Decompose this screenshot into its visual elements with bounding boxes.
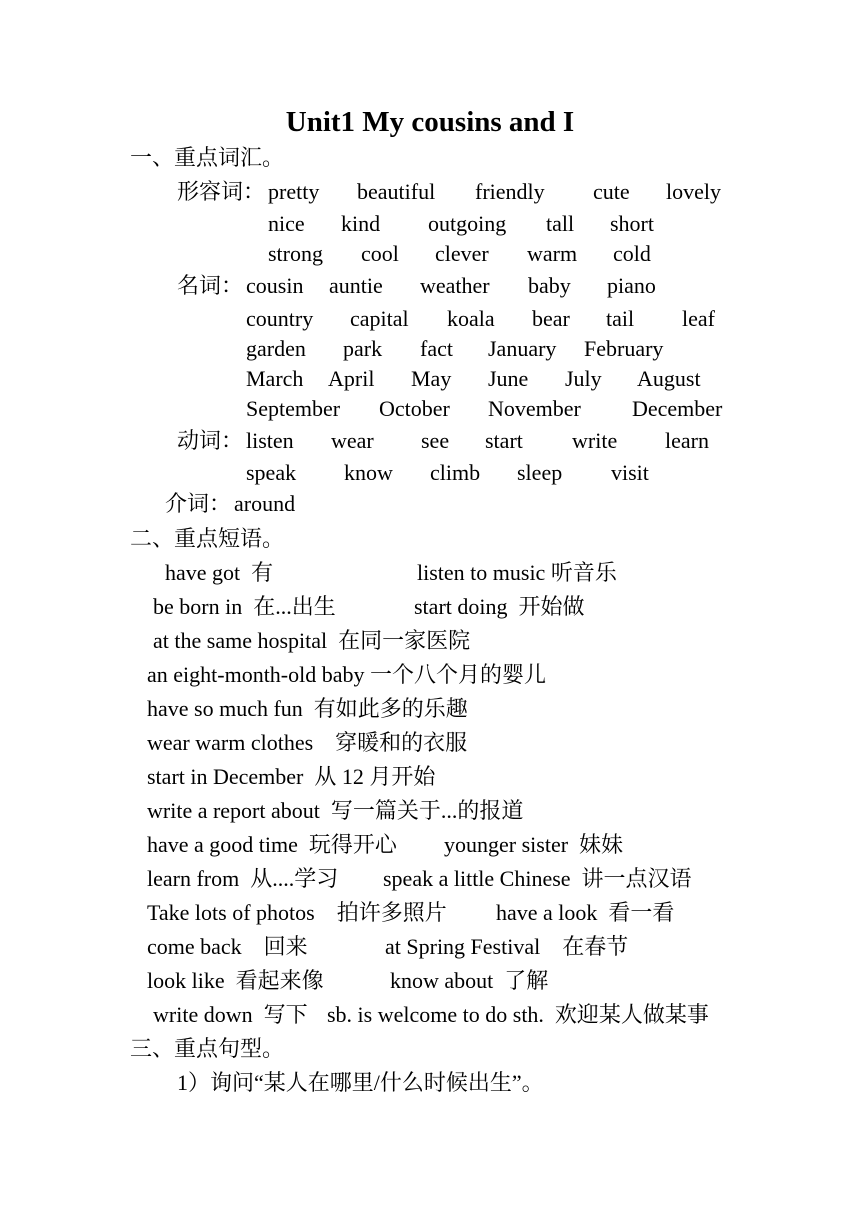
vocab-word: tall [546, 211, 575, 236]
vocab-word: listen [246, 428, 294, 453]
vocab-word: wear [331, 428, 374, 453]
phrase: know about 了解 [390, 968, 549, 993]
vocab-word: December [632, 396, 723, 421]
phrase: start in December 从 12 月开始 [147, 764, 436, 789]
phrase: look like 看起来像 [147, 968, 324, 993]
vocab-word: warm [527, 241, 578, 266]
vocab-word: August [637, 366, 701, 391]
vocab-word: leaf [682, 306, 715, 331]
phrase: have a good time 玩得开心 [147, 832, 397, 857]
vocab-word: January [488, 336, 557, 361]
vocab-word: country [246, 306, 314, 331]
vocab-word: September [246, 396, 341, 421]
phrase: start doing 开始做 [414, 594, 585, 619]
vocab-word: baby [528, 273, 571, 298]
section-heading-vocabulary: 一、重点词汇。 [130, 145, 285, 170]
vocab-word: fact [420, 336, 453, 361]
adjectives-label: 形容词： [177, 179, 266, 204]
vocab-word: bear [532, 306, 570, 331]
vocab-word: around [234, 491, 296, 516]
vocab-word: nice [268, 211, 305, 236]
phrase: speak a little Chinese 讲一点汉语 [383, 866, 692, 891]
section-heading-sentences: 三、重点句型。 [130, 1036, 285, 1061]
vocab-word: learn [665, 428, 709, 453]
vocab-word: February [584, 336, 664, 361]
phrase: Take lots of photos 拍许多照片 [147, 900, 447, 925]
phrase: an eight-month-old baby 一个八个月的婴儿 [147, 662, 547, 687]
vocab-word: tail [606, 306, 635, 331]
vocab-word: visit [611, 460, 649, 485]
vocab-word: park [343, 336, 383, 361]
phrase: at Spring Festival 在春节 [385, 934, 629, 959]
vocab-word: June [488, 366, 529, 391]
vocab-word: weather [420, 273, 490, 298]
vocab-word: garden [246, 336, 306, 361]
phrase: learn from 从....学习 [147, 866, 339, 891]
vocab-word: outgoing [428, 211, 507, 236]
vocab-word: July [565, 366, 602, 391]
vocab-word: October [379, 396, 450, 421]
phrase: at the same hospital 在同一家医院 [153, 628, 471, 653]
prepositions-label: 介词： [165, 491, 232, 516]
vocab-word: see [421, 428, 450, 453]
vocab-word: November [488, 396, 581, 421]
vocab-word: cute [593, 179, 630, 204]
vocab-word: March [246, 366, 304, 391]
vocab-word: piano [607, 273, 656, 298]
page-title: Unit1 My cousins and I [285, 106, 575, 138]
vocab-word: capital [350, 306, 409, 331]
vocab-word: friendly [475, 179, 545, 204]
vocab-word: beautiful [357, 179, 436, 204]
vocab-word: May [411, 366, 452, 391]
phrase: sb. is welcome to do sth. 欢迎某人做某事 [327, 1002, 709, 1027]
vocab-word: clever [435, 241, 489, 266]
section-heading-phrases: 二、重点短语。 [130, 526, 285, 551]
vocab-word: lovely [666, 179, 721, 204]
vocab-word: write [572, 428, 618, 453]
vocab-word: cousin [246, 273, 304, 298]
vocab-word: short [610, 211, 654, 236]
phrase: come back 回来 [147, 934, 308, 959]
phrase: write down 写下 [153, 1002, 308, 1027]
phrase: write a report about 写一篇关于...的报道 [147, 798, 524, 823]
vocab-word: pretty [268, 179, 320, 204]
vocab-word: cold [613, 241, 651, 266]
vocab-word: strong [268, 241, 323, 266]
vocab-word: speak [246, 460, 297, 485]
vocab-word: cool [361, 241, 399, 266]
phrase: wear warm clothes 穿暖和的衣服 [147, 730, 468, 755]
vocab-word: know [344, 460, 393, 485]
vocab-word: auntie [329, 273, 383, 298]
sentence-pattern-item: 1）询问“某人在哪里/什么时候出生”。 [177, 1070, 544, 1095]
nouns-label: 名词： [177, 273, 244, 298]
vocab-word: climb [430, 460, 481, 485]
vocab-word: kind [341, 211, 381, 236]
vocab-word: start [485, 428, 523, 453]
phrase: younger sister 妹妹 [444, 832, 624, 857]
phrase: have got 有 [165, 560, 274, 585]
phrase: have a look 看一看 [496, 900, 675, 925]
vocab-word: koala [447, 306, 495, 331]
vocab-word: April [328, 366, 375, 391]
phrase: listen to music 听音乐 [417, 560, 617, 585]
vocab-word: sleep [517, 460, 563, 485]
phrase: have so much fun 有如此多的乐趣 [147, 696, 468, 721]
verbs-label: 动词： [177, 428, 244, 453]
phrase: be born in 在...出生 [153, 594, 336, 619]
